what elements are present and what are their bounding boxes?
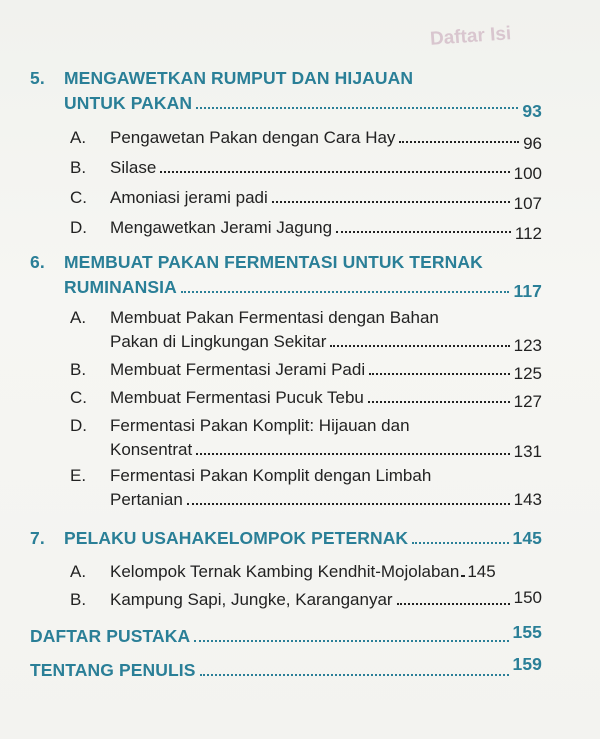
section-title-line1: Fermentasi Pakan Komplit: Hijauan dan [110,416,410,435]
section-title-line1: Membuat Pakan Fermentasi dengan Bahan [110,308,439,327]
leader-dots [272,201,510,203]
section-title: Amoniasi jerami padi [110,188,268,207]
leader-dots [200,674,509,676]
section-5b[interactable] [70,158,542,183]
section-6c[interactable] [70,388,542,411]
section-6a[interactable] [70,308,542,355]
chapter-heading[interactable] [30,252,542,301]
section-6b[interactable] [70,360,542,383]
leader-dots [196,453,509,455]
chapter-title-line2: RUMINANSIA [64,277,177,297]
toc-entry-tentang-penulis[interactable] [30,654,542,681]
leader-dots [181,291,510,293]
section-title-line2: Pakan di Lingkungan Sekitar [110,332,327,351]
section-title: Silase [110,158,157,177]
section-title: Kampung Sapi, Jungke, Karanganyar [110,590,393,609]
page-number: 131 [513,442,542,461]
entry-title: TENTANG PENULIS [30,660,196,680]
leader-dots [397,603,510,605]
section-title: Pengawetan Pakan dengan Cara Hay [110,128,396,147]
page-number: 100 [513,164,542,183]
section-7a[interactable] [70,562,542,582]
leader-dots [330,345,509,347]
chapter-number: 7. [30,528,45,548]
section-letter: C. [70,188,87,207]
chapter-title-line1: MEMBUAT PAKAN FERMENTASI UNTUK TERNAK [64,252,483,272]
section-letter: B. [70,590,87,609]
section-title: Kelompok Ternak Kambing Kendhit-Mojolaban [110,562,460,581]
chapter-title-line1: PELAKU USAHAKELOMPOK PETERNAK [64,528,409,548]
bleed-through-text: Daftar Isi [429,23,512,50]
page-number: 107 [513,194,542,213]
leader-dots [196,107,518,109]
chapter-heading[interactable] [30,68,542,121]
page-number: 127 [513,392,542,411]
section-6e[interactable] [70,466,542,510]
leader-dots [194,640,508,642]
section-letter: C. [70,388,87,407]
toc-entry-daftar-pustaka[interactable] [30,622,542,647]
leader-dots [187,503,510,505]
section-title: Membuat Fermentasi Jerami Padi [110,360,366,379]
page-number: 150 [513,588,542,607]
page-number: 125 [513,364,542,383]
section-5d[interactable] [70,218,542,243]
section-title: Mengawetkan Jerami Jagung [110,218,333,237]
leader-dots [461,575,465,577]
chapter-title-line1: MENGAWETKAN RUMPUT DAN HIJAUAN [64,68,414,88]
chapter-title-line2: UNTUK PAKAN [64,93,193,113]
leader-dots [368,401,510,403]
page-number: 93 [522,101,542,121]
section-letter: D. [70,416,87,435]
section-letter: D. [70,218,87,237]
page-number: 145 [467,562,496,581]
page-number: 159 [512,654,542,674]
page-number: 155 [512,622,542,642]
leader-dots [160,171,509,173]
chapter-7 [30,528,542,549]
chapter-heading[interactable] [30,528,542,549]
page-number: 123 [513,336,542,355]
chapter-number: 5. [30,68,45,88]
section-5c[interactable] [70,188,542,213]
entry-title: DAFTAR PUSTAKA [30,626,191,646]
section-6d[interactable] [70,416,542,460]
section-title: Membuat Fermentasi Pucuk Tebu [110,388,364,407]
leader-dots [399,141,519,143]
leader-dots [369,373,510,375]
page-number: 143 [513,490,542,509]
chapter-6 [30,252,542,301]
section-letter: E. [70,466,87,485]
chapter-5 [30,68,542,121]
page-number: 117 [513,281,542,301]
section-title-line1: Fermentasi Pakan Komplit dengan Limbah [110,466,432,485]
section-letter: A. [70,562,87,581]
page-number: 96 [523,134,542,153]
section-title-line2: Konsentrat [110,440,193,459]
section-letter: A. [70,128,87,147]
chapter-number: 6. [30,252,45,272]
leader-dots [412,542,508,544]
section-5a[interactable] [70,128,542,153]
section-7b[interactable] [70,590,542,610]
section-letter: B. [70,158,87,177]
section-title-line2: Pertanian [110,490,183,509]
section-letter: A. [70,308,87,327]
page-number: 112 [514,224,542,243]
leader-dots [336,231,511,233]
page-number: 145 [512,528,542,548]
section-letter: B. [70,360,87,379]
